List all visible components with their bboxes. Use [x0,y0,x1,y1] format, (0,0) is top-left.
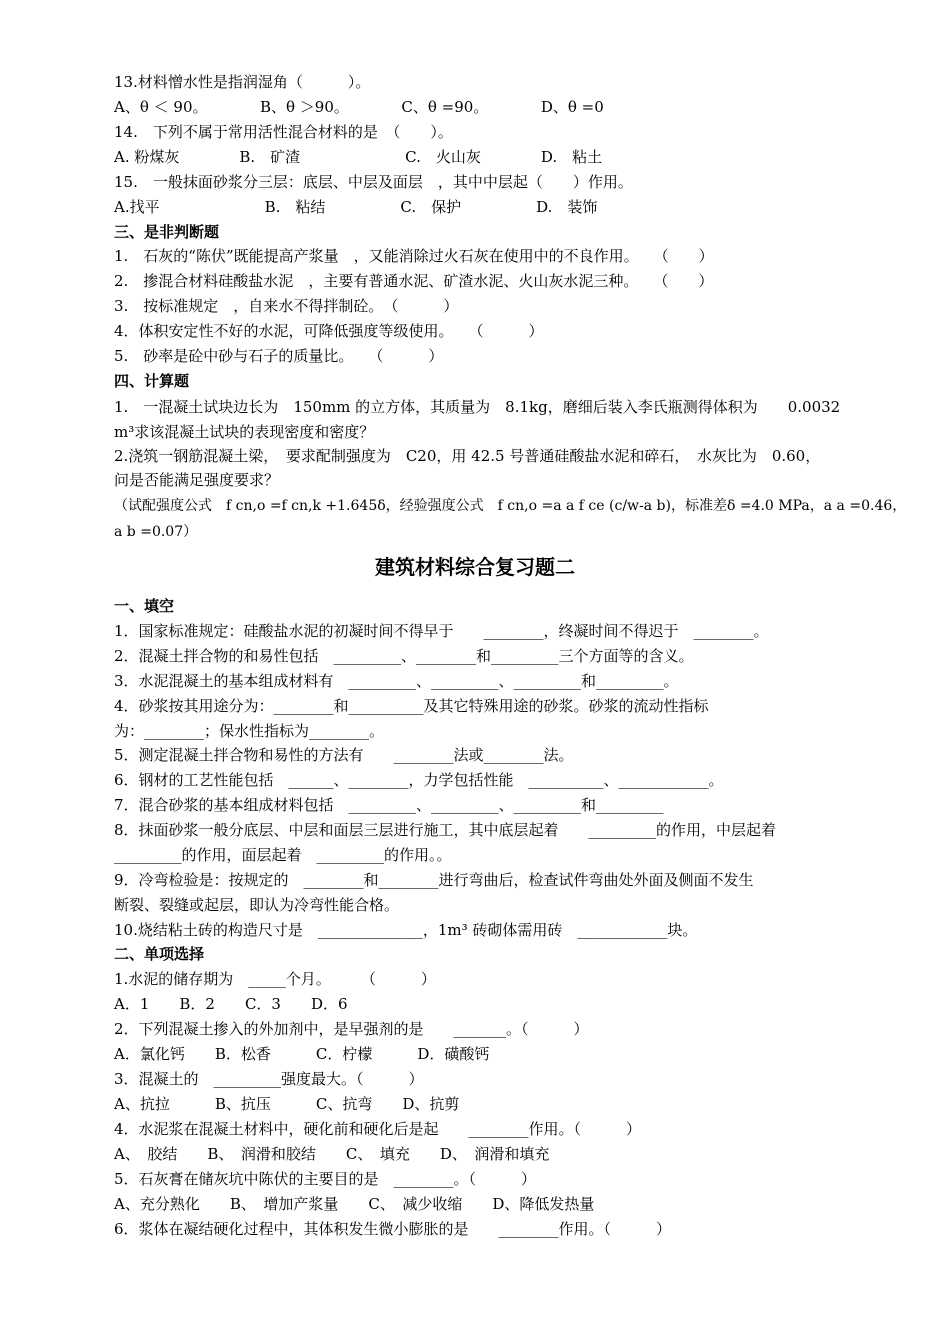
fill-item: 4．砂浆按其用途分为：________和__________及其它特殊用途的砂浆。砂浆的流动性指标 [114,697,709,715]
calc-q2-formula-end: a b =0.07） [114,524,198,540]
fill-item: 8．抹面砂浆一般分底层、中层和面层三层进行施工，其中底层起着 _________的作用，中层起着 [114,821,777,839]
question-14-stem: 14. 下列不属于常用活性混合材料的是 （ ）。 [114,123,453,141]
calc-q2-line2: 问是否能满足强度要求？ [114,471,280,489]
calc-q2-formula: （试配强度公式 f cn,o =f cn,k +1.645δ，经验强度公式 f cn,o =a a f ce (c/w-a b)，标准差δ =4.0 MPa，a a =0.46， [114,498,907,514]
question-15-options: A.找平 B. 粘结 C. 保护 D. 装饰 [114,198,598,216]
fill-item: 6．钢材的工艺性能包括 ______、________，力学包括性能 __________、____________。 [114,771,724,789]
choice-line: 6．浆体在凝结硬化过程中，其体积发生微小膨胀的是 ________作用。（ ） [114,1220,672,1238]
choice-line: 5．石灰膏在储灰坑中陈伏的主要目的是 ________。（ ） [114,1170,537,1188]
question-14-options: A. 粉煤灰 B. 矿渣 C. 火山灰 D. 粘土 [114,148,603,166]
page-title: 建筑材料综合复习题二 [375,555,575,579]
question-13-options: A、θ ＜ 90。 B、θ ＞90。 C、θ =90。 D、θ =0 [114,98,604,116]
choice-line: 2．下列混凝土掺入的外加剂中，是早强剂的是 _______。（ ） [114,1020,589,1038]
calc-q2-line1: 2.浇筑一钢筋混凝土梁， 要求配制强度为 C20，用 42.5 号普通硅酸盐水泥和碎石， 水灰比为 0.60， [114,447,821,465]
calc-q1-line2: m³求该混凝土试块的表现密度和密度？ [114,423,375,441]
choice-line: A、充分熟化 B、 增加产浆量 C、 减少收缩 D、降低发热量 [114,1195,595,1213]
section-choice-heading: 二、单项选择 [114,945,205,963]
true-false-item: 4．体积安定性不好的水泥，可降低强度等级使用。 （ ） [114,322,544,340]
true-false-item: 5. 砂率是砼中砂与石子的质量比。 （ ） [114,347,444,365]
fill-item: 9．冷弯检验是：按规定的 ________和________进行弯曲后，检查试件弯曲处外面及侧面不发生 [114,871,754,889]
choice-line: 3．混凝土的 _________强度最大。（ ） [114,1070,424,1088]
true-false-item: 1. 石灰的“陈伏”既能提高产浆量 ，又能消除过火石灰在使用中的不良作用。 （ ） [114,247,714,265]
section-fill-heading: 一、填空 [114,597,175,615]
choice-line: A．1 B．2 C．3 D．6 [114,995,348,1013]
section-true-false-heading: 三、是非判断题 [114,223,220,241]
calc-q1-line1: 1. 一混凝土试块边长为 150mm 的立方体，其质量为 8.1kg，磨细后装入李氏瓶测得体积为 0.0032 [114,398,841,416]
fill-item: 断裂、裂缝或起层，即认为冷弯性能合格。 [114,896,400,914]
fill-item: 7．混合砂浆的基本组成材料包括 _________、_________、_________和_________ [114,796,664,814]
question-15-stem: 15. 一般抹面砂浆分三层：底层、中层及面层 ，其中中层起（ ）作用。 [114,173,633,191]
fill-item: 5．测定混凝土拌合物和易性的方法有 ________法或________法。 [114,746,574,764]
choice-line: 1.水泥的储存期为 _____个月。 （ ） [114,970,436,988]
section-calculation-heading: 四、计算题 [114,372,190,390]
choice-line: 4．水泥浆在混凝土材料中，硬化前和硬化后是起 ________作用。（ ） [114,1120,642,1138]
true-false-item: 2. 掺混合材料硅酸盐水泥 ，主要有普通水泥、矿渣水泥、火山灰水泥三种。 （ ） [114,272,714,290]
fill-item: _________的作用，面层起着 _________的作用。。 [114,846,452,864]
fill-item: 2．混凝土拌合物的和易性包括 _________、________和_________三个方面等的含义。 [114,647,694,665]
choice-line: A．氯化钙 B．松香 C．柠檬 D．磺酸钙 [114,1045,490,1063]
true-false-item: 3. 按标准规定 ，自来水不得拌制砼。 （ ） [114,297,459,315]
fill-item: 3．水泥混凝土的基本组成材料有 _________、_________、_________和_________。 [114,672,679,690]
question-13-stem: 13.材料憎水性是指润湿角（ ）。 [114,73,371,91]
fill-item: 为：________；保水性指标为________。 [114,722,385,740]
choice-line: A、抗拉 B、抗压 C、抗弯 D、抗剪 [114,1095,460,1113]
fill-item: 10.烧结粘土砖的构造尺寸是 ______________，1m³ 砖砌体需用砖 ____________块。 [114,921,698,939]
fill-item: 1．国家标准规定：硅酸盐水泥的初凝时间不得早于 ________，终凝时间不得迟于 ________。 [114,622,769,640]
choice-line: A、 胶结 B、 润滑和胶结 C、 填充 D、 润滑和填充 [114,1145,550,1163]
